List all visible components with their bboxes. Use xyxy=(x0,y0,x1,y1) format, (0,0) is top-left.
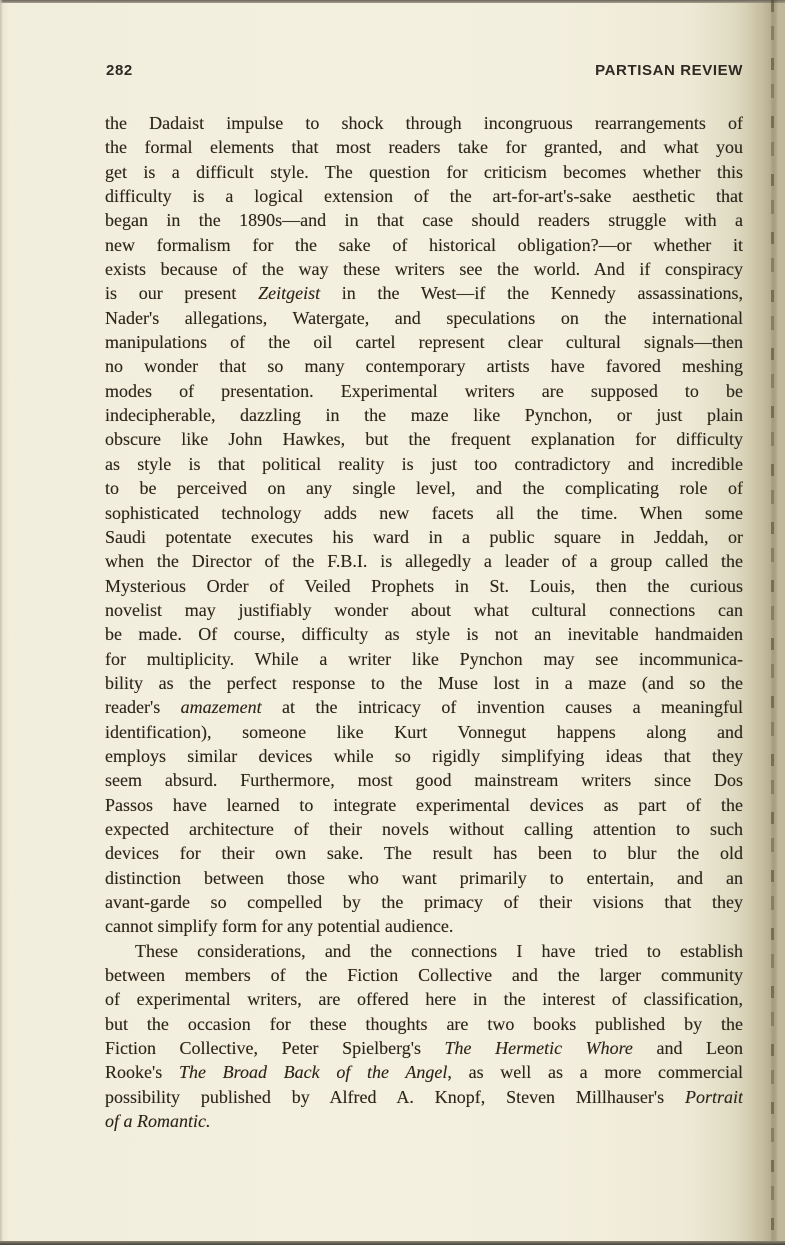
paragraph xyxy=(105,939,743,1134)
text-line: between members of the Fiction Collective and the larger community xyxy=(105,965,743,986)
paragraph xyxy=(105,111,743,939)
text-line: Mysterious Order of Veiled Prophets in St. Louis, then the curious xyxy=(105,575,743,596)
text-line: began in the 1890s—and in that case should readers struggle with a xyxy=(105,210,743,231)
text-line: new formalism for the sake of historical obligation?—or whether it xyxy=(105,234,743,255)
text-line: devices for their own sake. The result has been to blur the old xyxy=(105,843,743,864)
scan-edge-bottom xyxy=(0,1241,785,1245)
journal-title: PARTISAN REVIEW xyxy=(595,62,743,79)
page-edge-streak xyxy=(771,0,774,1245)
text-line: be made. Of course, difficulty as style is not an inevitable handmaiden xyxy=(105,624,743,645)
scan-edge-left xyxy=(0,0,3,1245)
text-line: for multiplicity. While a writer like Pynchon may see incommunica- xyxy=(105,648,743,669)
scan-edge-top xyxy=(0,0,785,3)
text-line: but the occasion for these thoughts are two books published by the xyxy=(105,1013,743,1034)
text-line: bility as the perfect response to the Muse lost in a maze (and so the xyxy=(105,672,743,693)
text-line: distinction between those who want primarily to entertain, and an xyxy=(105,867,743,888)
text-line: when the Director of the F.B.I. is allegedly a leader of a group called the xyxy=(105,551,743,572)
text-line: the formal elements that most readers take for granted, and what you xyxy=(105,137,743,158)
text-line: expected architecture of their novels without calling attention to such xyxy=(105,818,743,839)
text-line: of a Romantic. xyxy=(105,1111,211,1132)
body-text xyxy=(105,111,743,1133)
text-line: of experimental writers, are offered here in the interest of classification, xyxy=(105,989,743,1010)
text-line: exists because of the way these writers see the world. And if conspiracy xyxy=(105,259,743,280)
text-line: Fiction Collective, Peter Spielberg's The Hermetic Whore and Leon xyxy=(105,1038,743,1059)
text-line: modes of presentation. Experimental writers are supposed to be xyxy=(105,380,743,401)
text-line: is our present Zeitgeist in the West—if the Kennedy assassinations, xyxy=(105,283,743,304)
text-line: no wonder that so many contemporary artists have favored meshing xyxy=(105,356,743,377)
text-line: manipulations of the oil cartel represent clear cultural signals—then xyxy=(105,332,743,353)
text-line: indecipherable, dazzling in the maze like Pynchon, or just plain xyxy=(105,405,743,426)
text-line: Passos have learned to integrate experimental devices as part of the xyxy=(105,794,743,815)
running-head xyxy=(106,62,743,79)
text-line: identification), someone like Kurt Vonnegut happens along and xyxy=(105,721,743,742)
text-line: Nader's allegations, Watergate, and speculations on the international xyxy=(105,307,743,328)
text-line: These considerations, and the connections I have tried to establish xyxy=(135,940,743,961)
text-line: obscure like John Hawkes, but the frequent explanation for difficulty xyxy=(105,429,743,450)
text-line: Saudi potentate executes his ward in a public square in Jeddah, or xyxy=(105,526,743,547)
text-line: Rooke's The Broad Back of the Angel, as well as a more commercial xyxy=(105,1062,743,1083)
text-line: novelist may justifiably wonder about what cultural connections can xyxy=(105,599,743,620)
text-line: to be perceived on any single level, and the complicating role of xyxy=(105,478,743,499)
page-edge-shadow xyxy=(749,0,785,1245)
page-number: 282 xyxy=(106,62,133,79)
text-line: cannot simplify form for any potential audience. xyxy=(105,916,454,937)
text-line: employs similar devices while so rigidly simplifying ideas that they xyxy=(105,745,743,766)
text-line: get is a difficult style. The question for criticism becomes whether this xyxy=(105,161,743,182)
text-line: seem absurd. Furthermore, most good mainstream writers since Dos xyxy=(105,770,743,791)
text-line: reader's amazement at the intricacy of invention causes a meaningful xyxy=(105,697,743,718)
text-line: the Dadaist impulse to shock through incongruous rearrangements of xyxy=(105,113,743,133)
text-line: sophisticated technology adds new facets all the time. When some xyxy=(105,502,743,523)
text-line: possibility published by Alfred A. Knopf, Steven Millhauser's Portrait xyxy=(105,1086,743,1107)
text-line: avant-garde so compelled by the primacy of their visions that they xyxy=(105,892,743,912)
text-line: as style is that political reality is just too contradictory and incredible xyxy=(105,453,743,474)
text-line: difficulty is a logical extension of the art-for-art's-sake aesthetic that xyxy=(105,186,743,207)
